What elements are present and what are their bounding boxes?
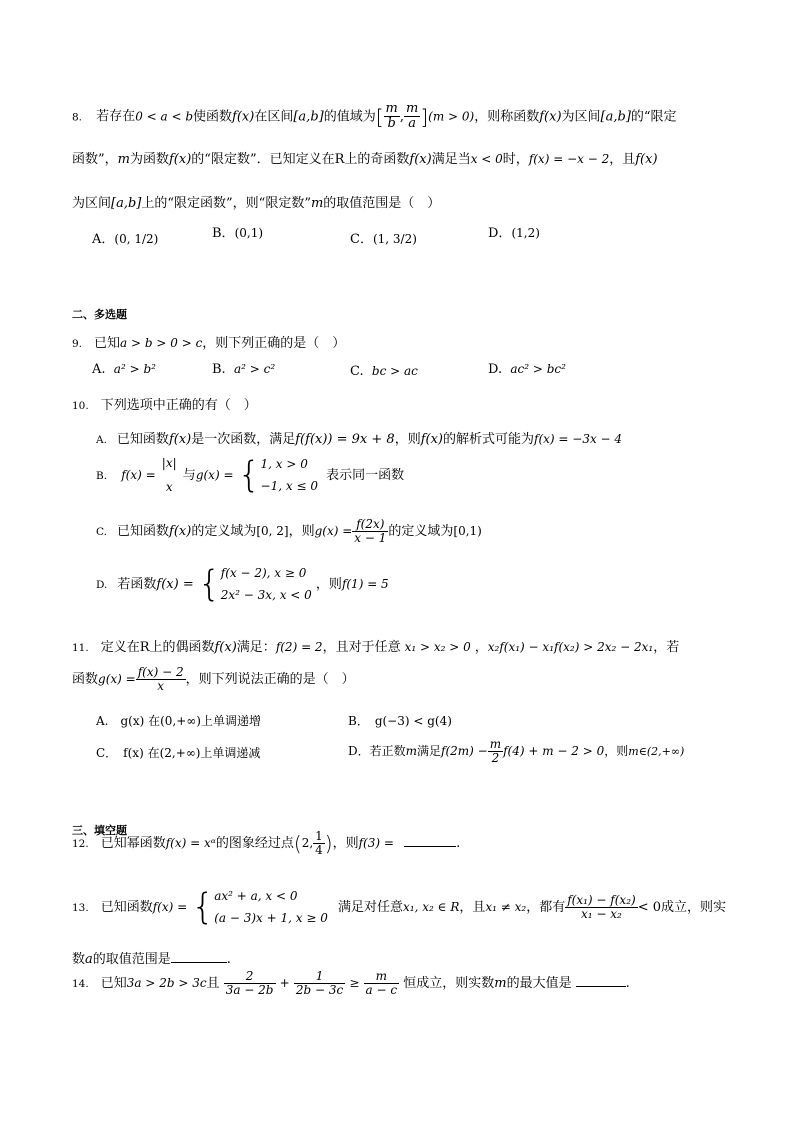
question-14: 14. 已知3a > 2b > 3c且 $\frac{2}{3a - 2b}$ + $\frac{1}{2b - 3c}$ ≥ $\frac{m}{a - c}$ 恒成立，则实数m的最大值是 .	[72, 969, 630, 998]
question-9-option-d[interactable]: D. ac² > bc²	[488, 362, 566, 377]
section-heading-multiple-choice: 二、多选题	[72, 308, 127, 321]
question-10-option-a[interactable]: A. 已知函数f(x)是一次函数，满足f(f(x)) = 9x + 8，则f(x)的解析式可能为f(x) = −3x − 4	[96, 432, 623, 447]
one-quarter: $\frac{1}{4}$	[315, 829, 323, 858]
question-11-line-1: 11. 定义在R上的偶函数f(x)满足：f(2) = 2，且对于任意 x₁ > x₂ > 0 ，x₂f(x₁) − x₁f(x₂) > 2x₂ − 2x₁，若	[72, 640, 680, 655]
fraction-m-over-a-c: $\frac{m}{a - c}$	[365, 969, 398, 998]
answer-blank[interactable]	[404, 846, 456, 847]
question-10-option-c[interactable]: C. 已知函数f(x)的定义域为[0, 2]，则g(x) = $\frac{f(2x)}{x - 1}$ 的定义域为[0,1)	[96, 517, 482, 546]
question-9-option-c[interactable]: C. bc > ac	[350, 364, 418, 379]
abs-x-over-x-fraction: |x| x	[161, 456, 177, 494]
question-9-option-a[interactable]: A. a² > b²	[92, 362, 156, 377]
range-fraction-2: $\frac{m}{a}$	[406, 101, 419, 132]
f2x-over-x-minus-1: $\frac{f(2x)}{x - 1}$	[354, 517, 387, 546]
section-heading-fill-in: 三、填空题	[72, 824, 127, 837]
question-11-line-2: 函数g(x) = $\frac{f(x) - 2}{x}$ ，则下列说法正确的是（ ）	[72, 665, 355, 694]
answer-blank[interactable]	[171, 962, 227, 963]
question-11-option-a[interactable]: A. g(x) 在(0,+∞)上单调递增	[96, 714, 261, 728]
question-11-option-d[interactable]: D．若正数m满足f(2m) − $\frac{m}{2}$ f(4) + m − 2 > 0，则m∈(2,+∞)	[348, 737, 685, 766]
question-10-option-d[interactable]: D. 若函数f(x) = { f(x − 2), x ≥ 0 2x² − 3x, x < 0 ，则f(1) = 5	[96, 563, 389, 605]
difference-quotient: $\frac{\text{f(x₁) − f(x₂)}}{\text{x₁ − x₂}}$	[567, 892, 636, 922]
g-fraction: $\frac{f(x) - 2}{x}$	[137, 665, 184, 694]
question-8-option-a[interactable]: A．(0, 1/2)	[92, 232, 159, 247]
fraction-2-over-3a-2b: $\frac{2}{3a - 2b}$	[225, 969, 274, 998]
question-12: 12. 已知幂函数f(x) = xᵅ的图象经过点(2, $\frac{1}{4}$ )，则f(3) = .	[72, 829, 461, 858]
question-8-line-1: 8. 若存在0 < a < b使函数f(x)在区间[a,b]的值域为[ $\frac{m}{b}$ , $\frac{m}{a}$ ](m > 0)，则称函数f(x)为区间[a,b]的“限定	[72, 101, 677, 132]
question-8-line-3: 为区间[a,b]上的“限定函数”，则“限定数”m的取值范围是（ ）	[72, 196, 441, 211]
question-13-line-1: 13. 已知函数f(x) = { ax² + a, x < 0 (a − 3)x + 1, x ≥ 0 满足对任意x₁, x₂ ∈ R，且x₁ ≠ x₂，都有 $\frac{\text{f(x₁) − f(x₂)}}{\text{x₁ − x₂}}$ < 0成立，则实	[72, 886, 726, 928]
question-11-option-c[interactable]: C． f(x) 在(2,+∞)上单调递减	[96, 746, 261, 760]
question-10: 10. 下列选项中正确的有（ ）	[72, 398, 257, 413]
question-8-option-c[interactable]: C．(1, 3/2)	[350, 232, 417, 247]
question-9-option-b[interactable]: B. a² > c²	[212, 362, 276, 377]
question-8-option-d[interactable]: D．(1,2)	[488, 226, 540, 241]
fraction-1-over-2b-3c: $\frac{1}{2b - 3c}$	[295, 969, 344, 998]
question-13-line-2: 数a的取值范围是 .	[72, 952, 231, 967]
question-10-option-b[interactable]: B. f(x) = |x| x 与g(x) = { 1, x > 0 −1, x ≤ 0 表示同一函数	[96, 454, 405, 496]
question-8-line-2: 函数”，m为函数f(x)的“限定数”．已知定义在R上的奇函数f(x)满足当x < 0时，f(x) = −x − 2，且f(x)	[72, 152, 658, 167]
question-8-option-b[interactable]: B．(0,1)	[212, 226, 264, 241]
question-11-option-b[interactable]: B． g(−3) < g(4)	[348, 714, 452, 728]
question-number: 8.	[72, 111, 83, 124]
answer-blank[interactable]	[576, 986, 626, 987]
range-fraction-1: $\frac{m}{b}$	[385, 101, 398, 132]
m-over-2: $\frac{m}{2}$	[489, 737, 502, 766]
question-9: 9. 已知a > b > 0 > c，则下列正确的是（ ）	[72, 336, 346, 351]
